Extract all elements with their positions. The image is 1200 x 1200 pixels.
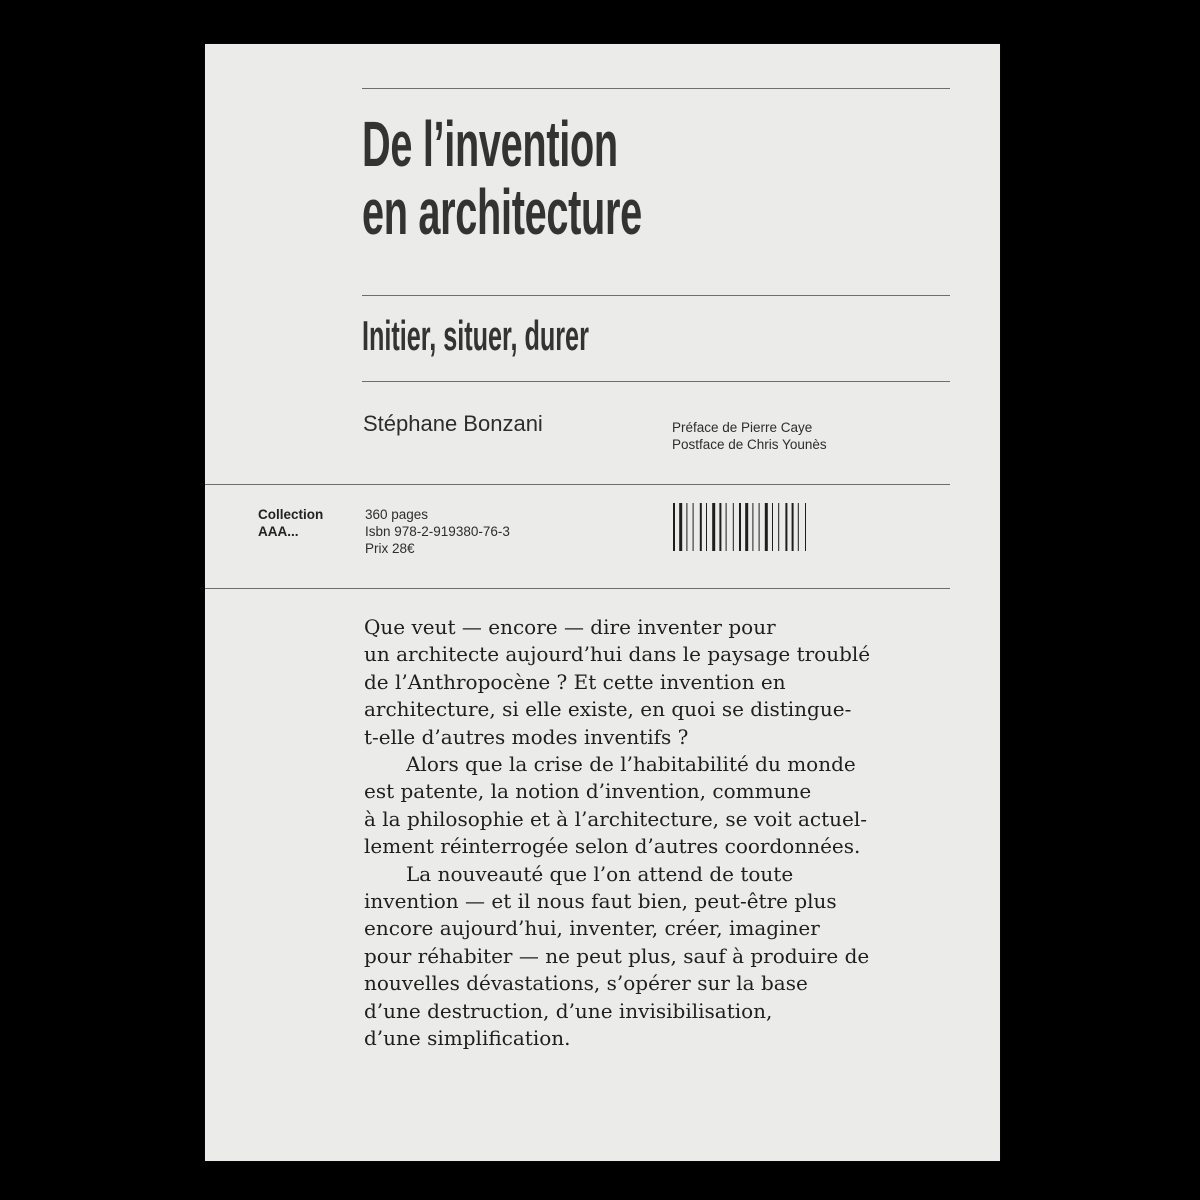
divider-rule <box>362 381 950 382</box>
book-meta <box>365 506 510 557</box>
blurb-line: à la philosophie et à l’architecture, se voit actuel- <box>364 806 868 831</box>
divider-rule <box>362 295 950 296</box>
blurb-line: invention — et il nous faut bien, peut-être plus <box>364 889 837 914</box>
collection-line: AAA... <box>258 524 299 539</box>
blurb-text <box>364 614 954 1053</box>
blurb-line: d’une destruction, d’une invisibilisation, <box>364 998 773 1023</box>
blurb-line: La nouveauté que l’on attend de toute <box>406 861 794 886</box>
blurb-line: architecture, si elle existe, en quoi se distingue- <box>364 697 852 722</box>
book-back-cover <box>205 44 1000 1161</box>
page-count: 360 pages <box>365 507 429 522</box>
postface-credit: Postface de Chris Younès <box>672 437 827 452</box>
isbn: Isbn 978-2-919380-76-3 <box>365 524 510 539</box>
book-title <box>362 110 642 246</box>
blurb-line: t-elle d’autres modes inventifs ? <box>364 724 689 749</box>
blurb-line: encore aujourd’hui, inventer, créer, imaginer <box>364 916 820 941</box>
barcode-icon <box>671 503 851 553</box>
blurb-line: nouvelles dévastations, s’opérer sur la base <box>364 971 808 996</box>
book-subtitle: Initier, situer, durer <box>362 312 589 359</box>
blurb-line: de l’Anthropocène ? Et cette invention en <box>364 669 786 694</box>
blurb-line: lement réinterrogée selon d’autres coordonnées. <box>364 834 861 859</box>
author-name: Stéphane Bonzani <box>363 411 543 436</box>
divider-rule <box>205 588 950 589</box>
blurb-line: un architecte aujourd’hui dans le paysage troublé <box>364 642 871 667</box>
preface-credit: Préface de Pierre Caye <box>672 420 813 435</box>
blurb-line: est patente, la notion d’invention, commune <box>364 779 812 804</box>
blurb-line: Alors que la crise de l’habitabilité du monde <box>406 752 856 777</box>
title-line: en architecture <box>362 176 642 248</box>
blurb-line: pour réhabiter — ne peut plus, sauf à produire de <box>364 943 870 968</box>
title-line: De l’invention <box>362 108 618 180</box>
divider-rule <box>362 88 950 89</box>
blurb-line: d’une simplification. <box>364 1026 571 1051</box>
divider-rule <box>205 484 950 485</box>
collection-label <box>258 506 323 540</box>
price: Prix 28€ <box>365 541 415 556</box>
blurb-line: Que veut — encore — dire inventer pour <box>364 615 776 639</box>
credits-block <box>672 419 827 453</box>
collection-line: Collection <box>258 507 324 522</box>
